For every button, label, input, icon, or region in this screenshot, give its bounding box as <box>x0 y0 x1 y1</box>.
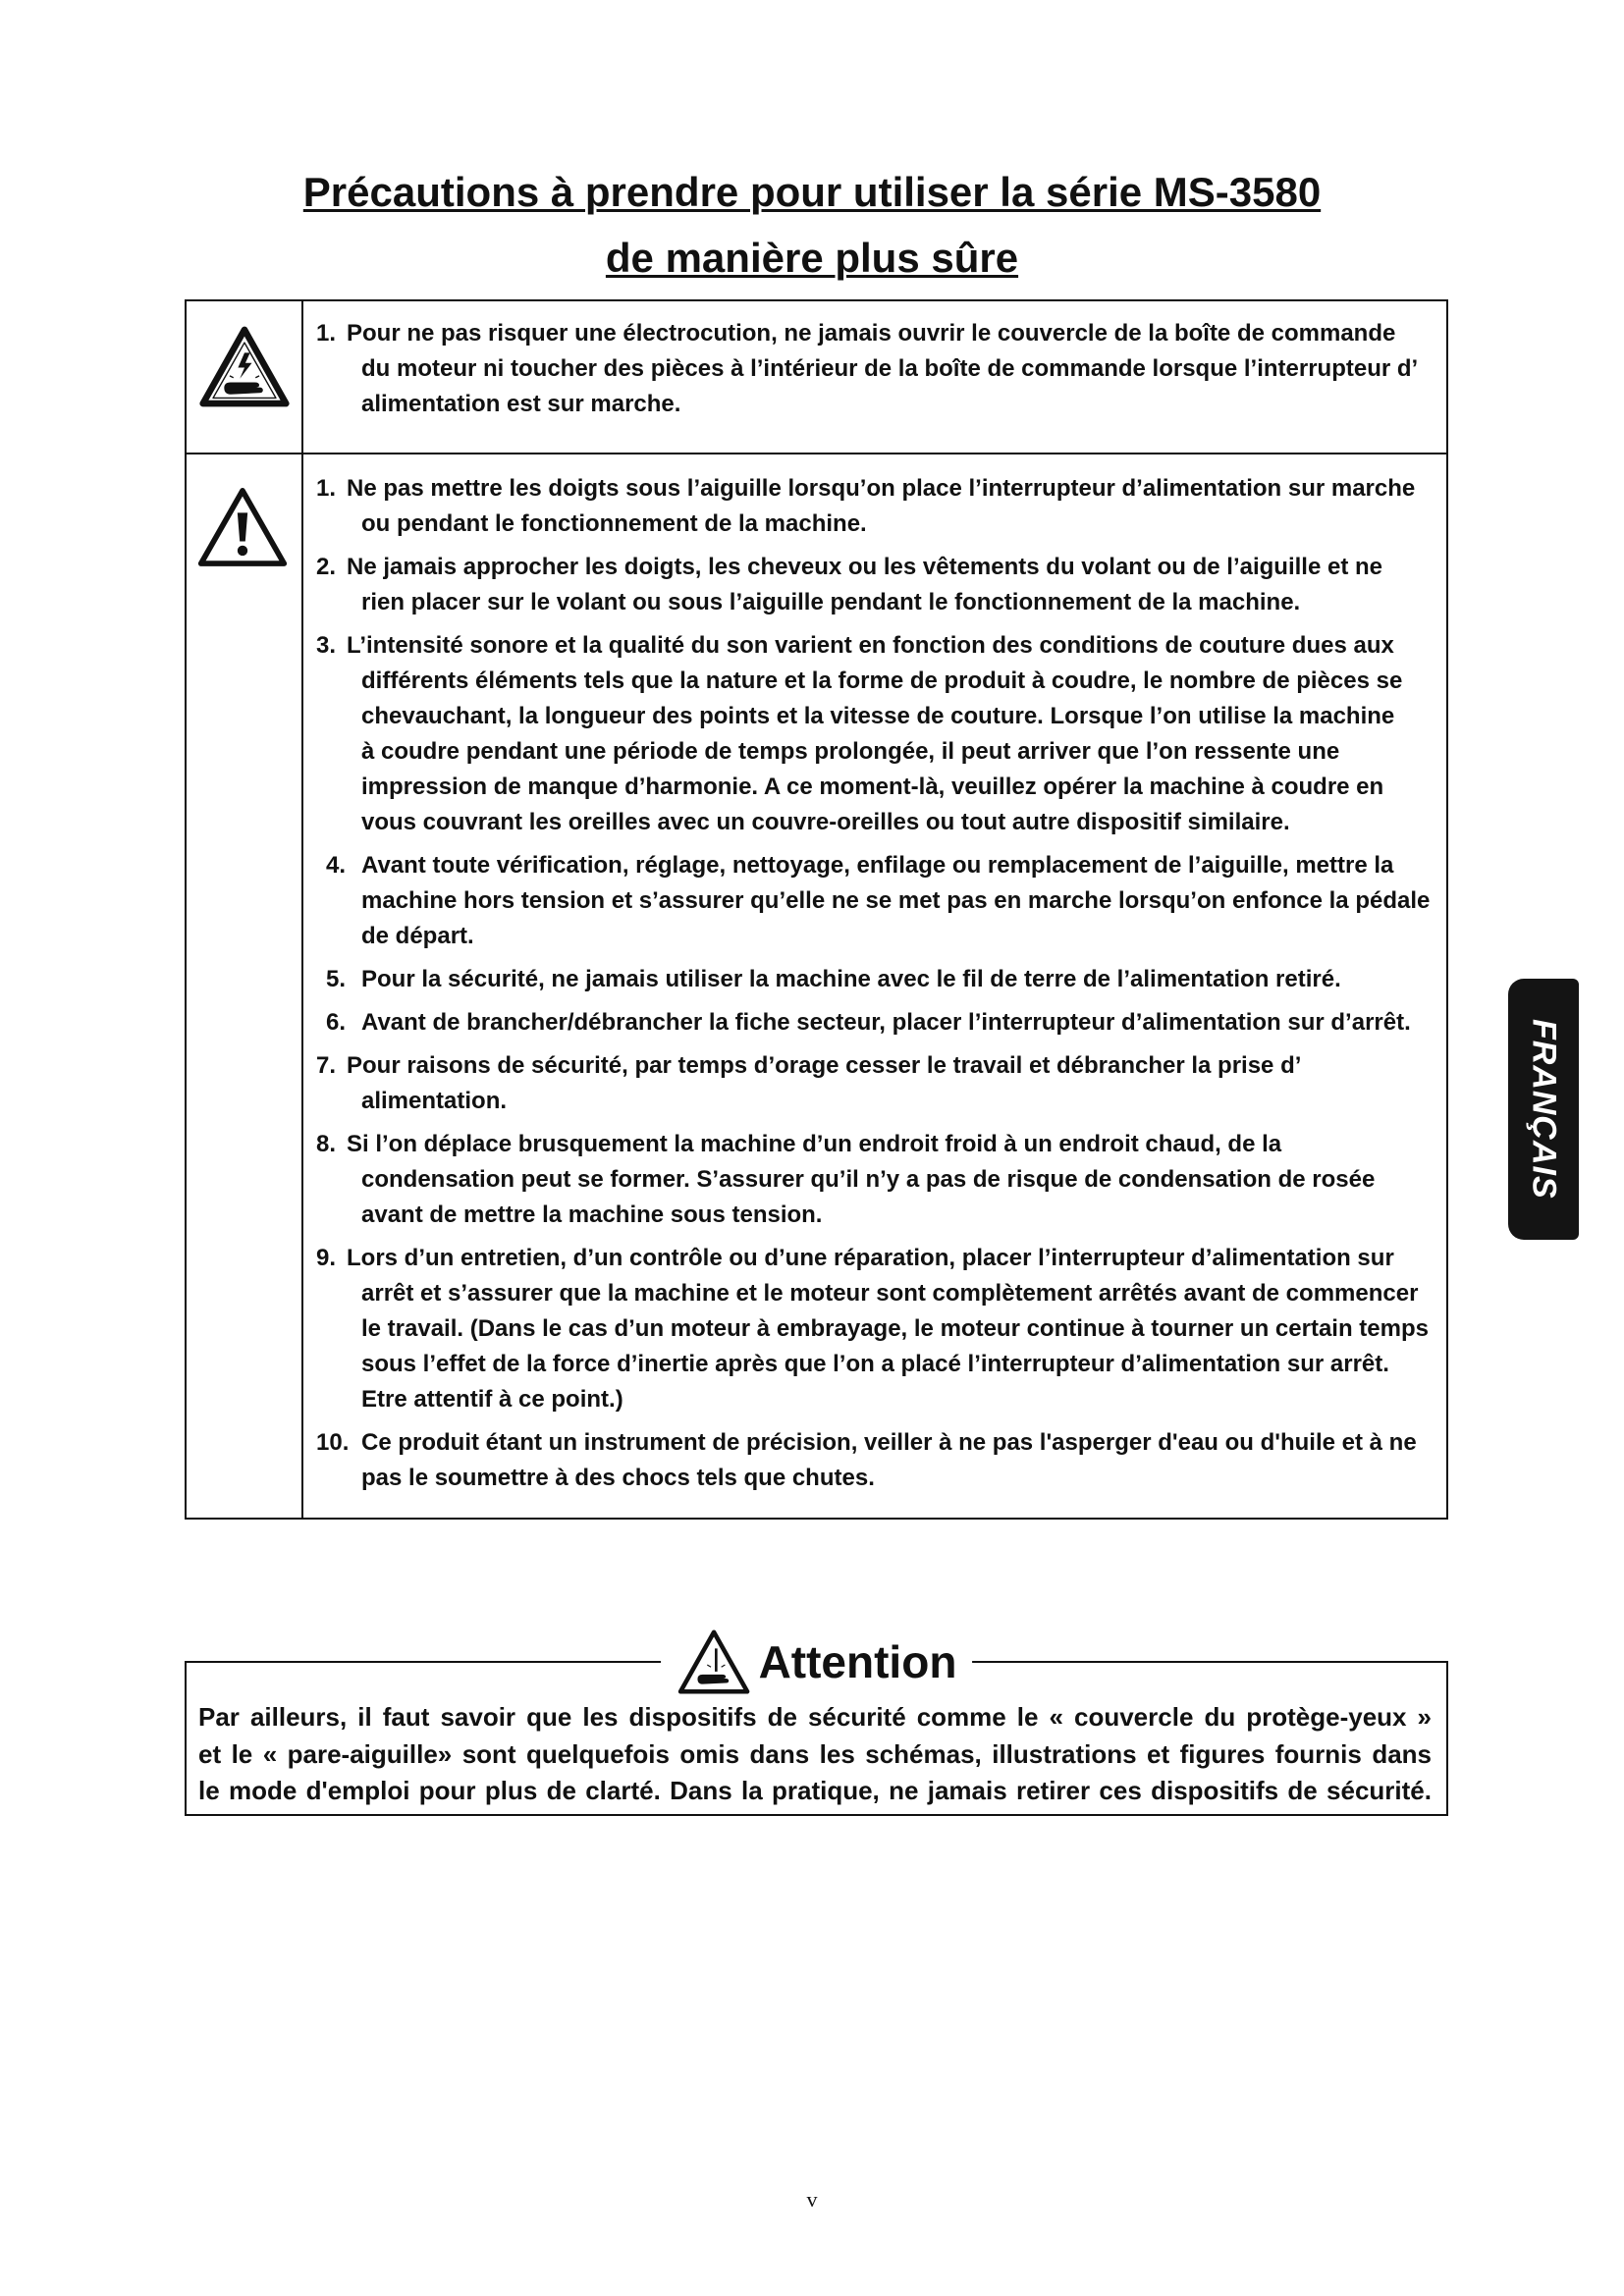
item-line: rien placer sur le volant ou sous l’aiguille pendant le fonctionnement de la machine. <box>361 589 1301 615</box>
title-line-2: de manière plus sûre <box>605 235 1019 281</box>
item-number: 3. <box>316 632 337 659</box>
danger-item <box>303 316 1446 422</box>
exclamation-warning-icon <box>196 485 289 568</box>
warning-item <box>303 1005 1446 1041</box>
attention-header <box>661 1627 973 1697</box>
item-line: condensation peut se former. S’assurer qu’il n’y a pas de risque de condensation de rosée <box>361 1166 1376 1193</box>
warning-item <box>303 962 1446 997</box>
side-tab-label: FRANÇAIS <box>1525 1019 1563 1200</box>
item-number: 5. <box>326 966 347 992</box>
hand-injury-warning-icon <box>677 1629 751 1695</box>
item-number: 2. <box>316 554 337 580</box>
item-line: Ce produit étant un instrument de précision, veiller à ne pas l'asperger d'eau ou d'huile et à ne <box>361 1429 1417 1456</box>
item-line: chevauchant, la longueur des points et la vitesse de couture. Lorsque l’on utilise la machine <box>361 703 1395 729</box>
item-line: à coudre pendant une période de temps prolongée, il peut arriver que l’on ressente une <box>361 738 1340 765</box>
item-number: 1. <box>316 475 337 502</box>
item-number: 6. <box>326 1009 347 1036</box>
electric-shock-warning-icon <box>198 325 291 408</box>
item-number: 8. <box>316 1131 337 1157</box>
attention-box <box>185 1636 1448 1816</box>
attention-text <box>198 1699 1432 1810</box>
item-line: le travail. (Dans le cas d’un moteur à embrayage, le moteur continue à tourner un certain temps <box>361 1315 1429 1342</box>
item-line: du moteur ni toucher des pièces à l’intérieur de la boîte de commande lorsque l’interrupteur d’ <box>361 355 1419 382</box>
item-line: de départ. <box>361 923 474 949</box>
item-line: alimentation. <box>361 1088 508 1114</box>
warning-item <box>303 848 1446 954</box>
item-line: arrêt et s’assurer que la machine et le moteur sont complètement arrêtés avant de commencer <box>361 1280 1419 1307</box>
item-line: avant de mettre la machine sous tension. <box>361 1201 823 1228</box>
item-line: Ne jamais approcher les doigts, les cheveux ou les vêtements du volant ou de l’aiguille et ne <box>347 554 1382 580</box>
warning-item <box>303 1127 1446 1233</box>
item-line: impression de manque d’harmonie. A ce moment-là, veuillez opérer la machine à coudre en <box>361 774 1384 800</box>
item-line: Etre attentif à ce point.) <box>361 1386 623 1413</box>
item-line: sous l’effet de la force d’inertie après que l’on a placé l’interrupteur d’alimentation sur arrêt. <box>361 1351 1389 1377</box>
item-line: Avant de brancher/débrancher la fiche secteur, placer l’interrupteur d’alimentation sur d’arrêt. <box>361 1009 1411 1036</box>
danger-text-cell <box>303 316 1446 430</box>
warning-item <box>303 471 1446 542</box>
item-line: Pour ne pas risquer une électrocution, ne jamais ouvrir le couvercle de la boîte de commande <box>347 320 1396 347</box>
attention-line: Par ailleurs, il faut savoir que les dispositifs de sécurité comme le « couvercle du protège-yeux » <box>198 1702 1432 1732</box>
precautions-table <box>185 299 1448 1520</box>
item-line: pas le soumettre à des chocs tels que chutes. <box>361 1465 875 1491</box>
item-line: Pour raisons de sécurité, par temps d’orage cesser le travail et débrancher la prise d’ <box>347 1052 1302 1079</box>
item-number: 10. <box>316 1429 350 1456</box>
page-number: v <box>806 2187 818 2212</box>
item-line: machine hors tension et s’assurer qu’elle ne se met pas en marche lorsqu’on enfonce la pédale <box>361 887 1431 914</box>
item-line: alimentation est sur marche. <box>361 391 681 417</box>
page-title <box>0 159 1624 291</box>
title-line-1: Précautions à prendre pour utiliser la série MS-3580 <box>302 169 1322 215</box>
row-divider <box>187 453 1446 454</box>
item-line: ou pendant le fonctionnement de la machine. <box>361 510 867 537</box>
warning-item <box>303 550 1446 620</box>
item-number: 4. <box>326 852 347 879</box>
warning-text-cell <box>303 471 1446 1504</box>
attention-line: et le « pare-aiguille» sont quelquefois omis dans les schémas, illustrations et figures fournis dans <box>198 1738 1432 1769</box>
item-line: Avant toute vérification, réglage, nettoyage, enfilage ou remplacement de l’aiguille, mettre la <box>361 852 1394 879</box>
item-number: 9. <box>316 1245 337 1271</box>
item-line: Pour la sécurité, ne jamais utiliser la machine avec le fil de terre de l’alimentation retiré. <box>361 966 1341 992</box>
attention-line: le mode d'emploi pour plus de clarté. Dans la pratique, ne jamais retirer ces dispositifs de sécurité. <box>198 1776 1432 1805</box>
item-line: L’intensité sonore et la qualité du son varient en fonction des conditions de couture dues aux <box>347 632 1394 659</box>
item-line: Si l’on déplace brusquement la machine d’un endroit froid à un endroit chaud, de la <box>347 1131 1282 1157</box>
warning-item <box>303 1425 1446 1496</box>
warning-item <box>303 1048 1446 1119</box>
title-line <box>0 159 1624 225</box>
item-line: Ne pas mettre les doigts sous l’aiguille lorsqu’on place l’interrupteur d’alimentation sur marche <box>347 475 1416 502</box>
warning-item <box>303 1241 1446 1417</box>
item-line: différents éléments tels que la nature et la forme de produit à coudre, le nombre de pièces se <box>361 667 1403 694</box>
title-line <box>0 225 1624 291</box>
attention-heading: Attention <box>758 1636 957 1687</box>
item-number: 7. <box>316 1052 337 1079</box>
language-side-tab <box>1508 979 1579 1240</box>
item-line: vous couvrant les oreilles avec un couvre-oreilles ou tout autre dispositif similaire. <box>361 809 1290 835</box>
item-line: Lors d’un entretien, d’un contrôle ou d’une réparation, placer l’interrupteur d’alimentation sur <box>347 1245 1394 1271</box>
item-number: 1. <box>316 320 337 347</box>
warning-item <box>303 628 1446 840</box>
